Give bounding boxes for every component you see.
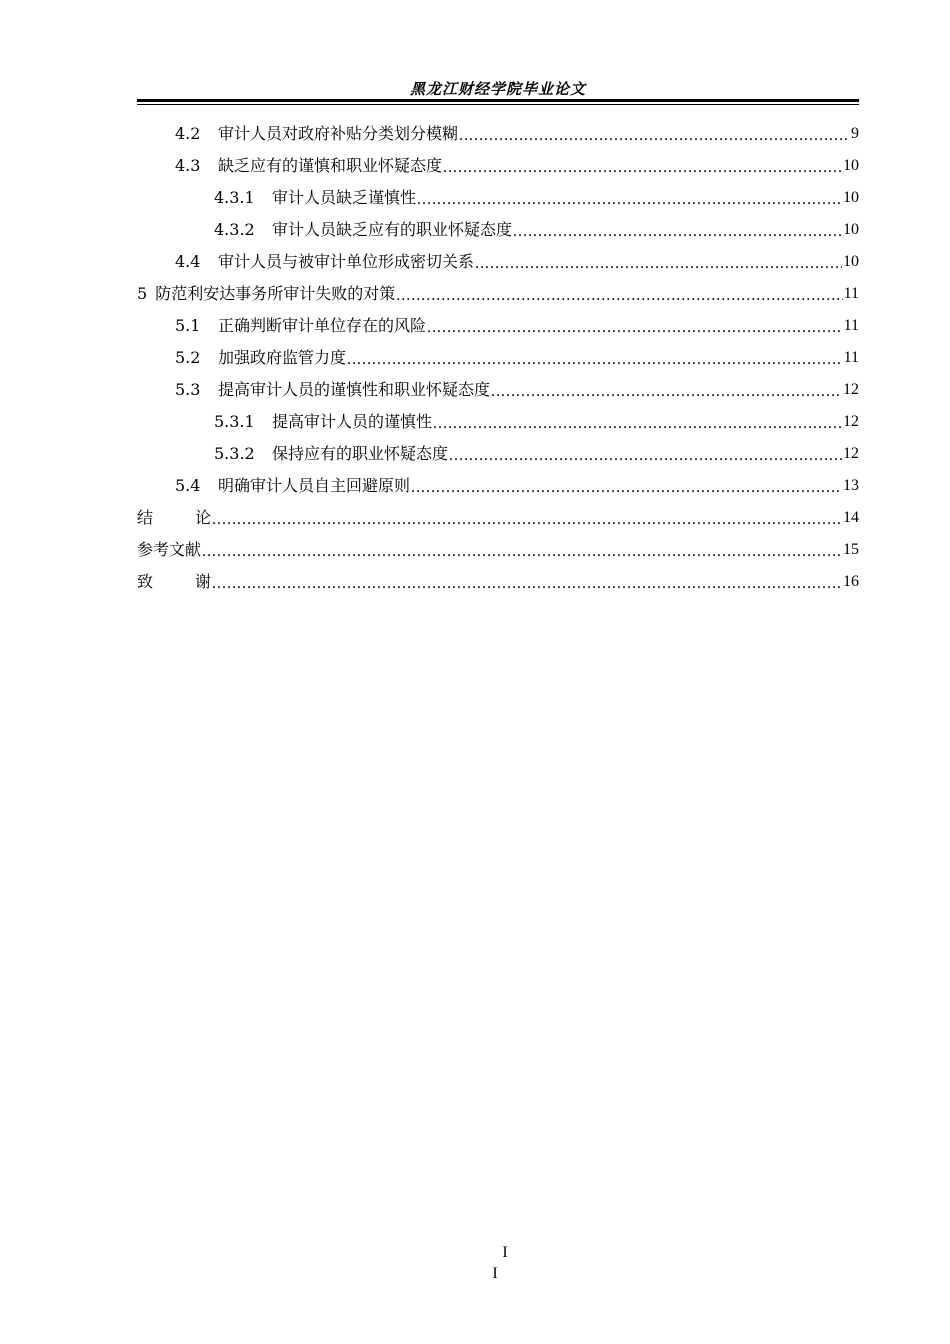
table-of-contents <box>137 118 859 598</box>
toc-entry-number: 4.2 <box>175 124 201 143</box>
toc-entry-page: 12 <box>843 445 859 462</box>
dot-leader <box>427 318 843 338</box>
footer-page-number: I <box>502 1244 508 1261</box>
toc-entry-5-2[interactable] <box>137 342 859 374</box>
toc-entry-title: 正确判断审计单位存在的风险 <box>218 316 427 335</box>
dot-leader <box>443 158 842 178</box>
toc-entry-5-3-2[interactable] <box>137 438 859 470</box>
dot-leader <box>212 510 842 530</box>
toc-entry-number: 5.3.2 <box>214 444 255 463</box>
toc-entry-number: 5.1 <box>175 316 201 335</box>
toc-entry-4-3-1[interactable] <box>137 182 859 214</box>
toc-entry-page: 16 <box>843 573 859 590</box>
toc-entry-5-3-1[interactable] <box>137 406 859 438</box>
toc-entry-number: 4.3.2 <box>214 220 255 239</box>
toc-entry-number: 4.3 <box>175 156 201 175</box>
dot-leader <box>411 478 842 498</box>
dot-leader <box>396 286 842 306</box>
dot-leader <box>433 414 842 434</box>
toc-entry-5-3[interactable] <box>137 374 859 406</box>
toc-entry-page: 13 <box>843 477 859 494</box>
toc-title-char: 结 <box>137 508 154 527</box>
toc-entry-page: 10 <box>843 253 859 270</box>
toc-entry-title: 提高审计人员的谨慎性 <box>272 412 433 431</box>
toc-entry-number: 5.2 <box>175 348 201 367</box>
toc-entry-5-4[interactable] <box>137 470 859 502</box>
dot-leader <box>202 542 842 562</box>
toc-entry-page: 11 <box>843 317 859 334</box>
toc-entry-title: 防范利安达事务所审计失败的对策 <box>155 284 396 303</box>
toc-entry-title: 参考文献 <box>137 540 202 559</box>
toc-entry-4-2[interactable] <box>137 118 859 150</box>
toc-title-char: 谢 <box>195 572 212 591</box>
toc-entry-title <box>137 572 211 592</box>
toc-entry-number: 5.4 <box>175 476 201 495</box>
toc-entry-conclusion[interactable] <box>137 502 859 534</box>
toc-title-char: 致 <box>137 572 154 591</box>
toc-entry-title <box>137 508 211 528</box>
toc-entry-page: 11 <box>843 285 859 302</box>
dot-leader <box>491 382 842 402</box>
toc-entry-number: 5 <box>137 284 148 303</box>
toc-entry-title: 审计人员缺乏应有的职业怀疑态度 <box>272 220 513 239</box>
dot-leader <box>347 350 843 370</box>
toc-entry-page: 12 <box>843 381 859 398</box>
toc-entry-title: 缺乏应有的谨慎和职业怀疑态度 <box>218 156 443 175</box>
toc-entry-4-3[interactable] <box>137 150 859 182</box>
dot-leader <box>475 254 842 274</box>
header-rule-thick <box>137 99 859 102</box>
toc-entry-page: 10 <box>843 157 859 174</box>
toc-entry-title: 保持应有的职业怀疑态度 <box>272 444 449 463</box>
toc-entry-title: 审计人员缺乏谨慎性 <box>272 188 417 207</box>
running-header-title: 黑龙江财经学院毕业论文 <box>409 80 586 98</box>
toc-entry-number: 5.3 <box>175 380 201 399</box>
toc-entry-page: 12 <box>843 413 859 430</box>
dot-leader <box>459 126 850 146</box>
toc-entry-page: 10 <box>843 221 859 238</box>
toc-entry-page: 15 <box>843 541 859 558</box>
toc-entry-page: 10 <box>843 189 859 206</box>
header-rule-thin <box>137 104 859 105</box>
toc-entry-page: 11 <box>843 349 859 366</box>
toc-entry-4-3-2[interactable] <box>137 214 859 246</box>
dot-leader <box>449 446 842 466</box>
dot-leader <box>513 222 842 242</box>
dot-leader <box>212 574 842 594</box>
toc-entry-title: 明确审计人员自主回避原则 <box>218 476 411 495</box>
toc-entry-title: 审计人员对政府补贴分类划分模糊 <box>218 124 459 143</box>
toc-entry-4-4[interactable] <box>137 246 859 278</box>
toc-entry-title: 提高审计人员的谨慎性和职业怀疑态度 <box>218 380 491 399</box>
toc-entry-number: 4.4 <box>175 252 201 271</box>
toc-entry-number: 5.3.1 <box>214 412 255 431</box>
toc-entry-references[interactable] <box>137 534 859 566</box>
toc-entry-number: 4.3.1 <box>214 188 255 207</box>
dot-leader <box>417 190 842 210</box>
toc-entry-page: 14 <box>843 509 859 526</box>
toc-entry-title: 加强政府监管力度 <box>218 348 347 367</box>
toc-entry-5[interactable] <box>137 278 859 310</box>
toc-entry-acknowledgements[interactable] <box>137 566 859 598</box>
toc-entry-5-1[interactable] <box>137 310 859 342</box>
footer-page-number-secondary: I <box>492 1265 498 1282</box>
toc-entry-title: 审计人员与被审计单位形成密切关系 <box>218 252 475 271</box>
toc-title-char: 论 <box>195 508 212 527</box>
toc-entry-page: 9 <box>851 125 859 142</box>
